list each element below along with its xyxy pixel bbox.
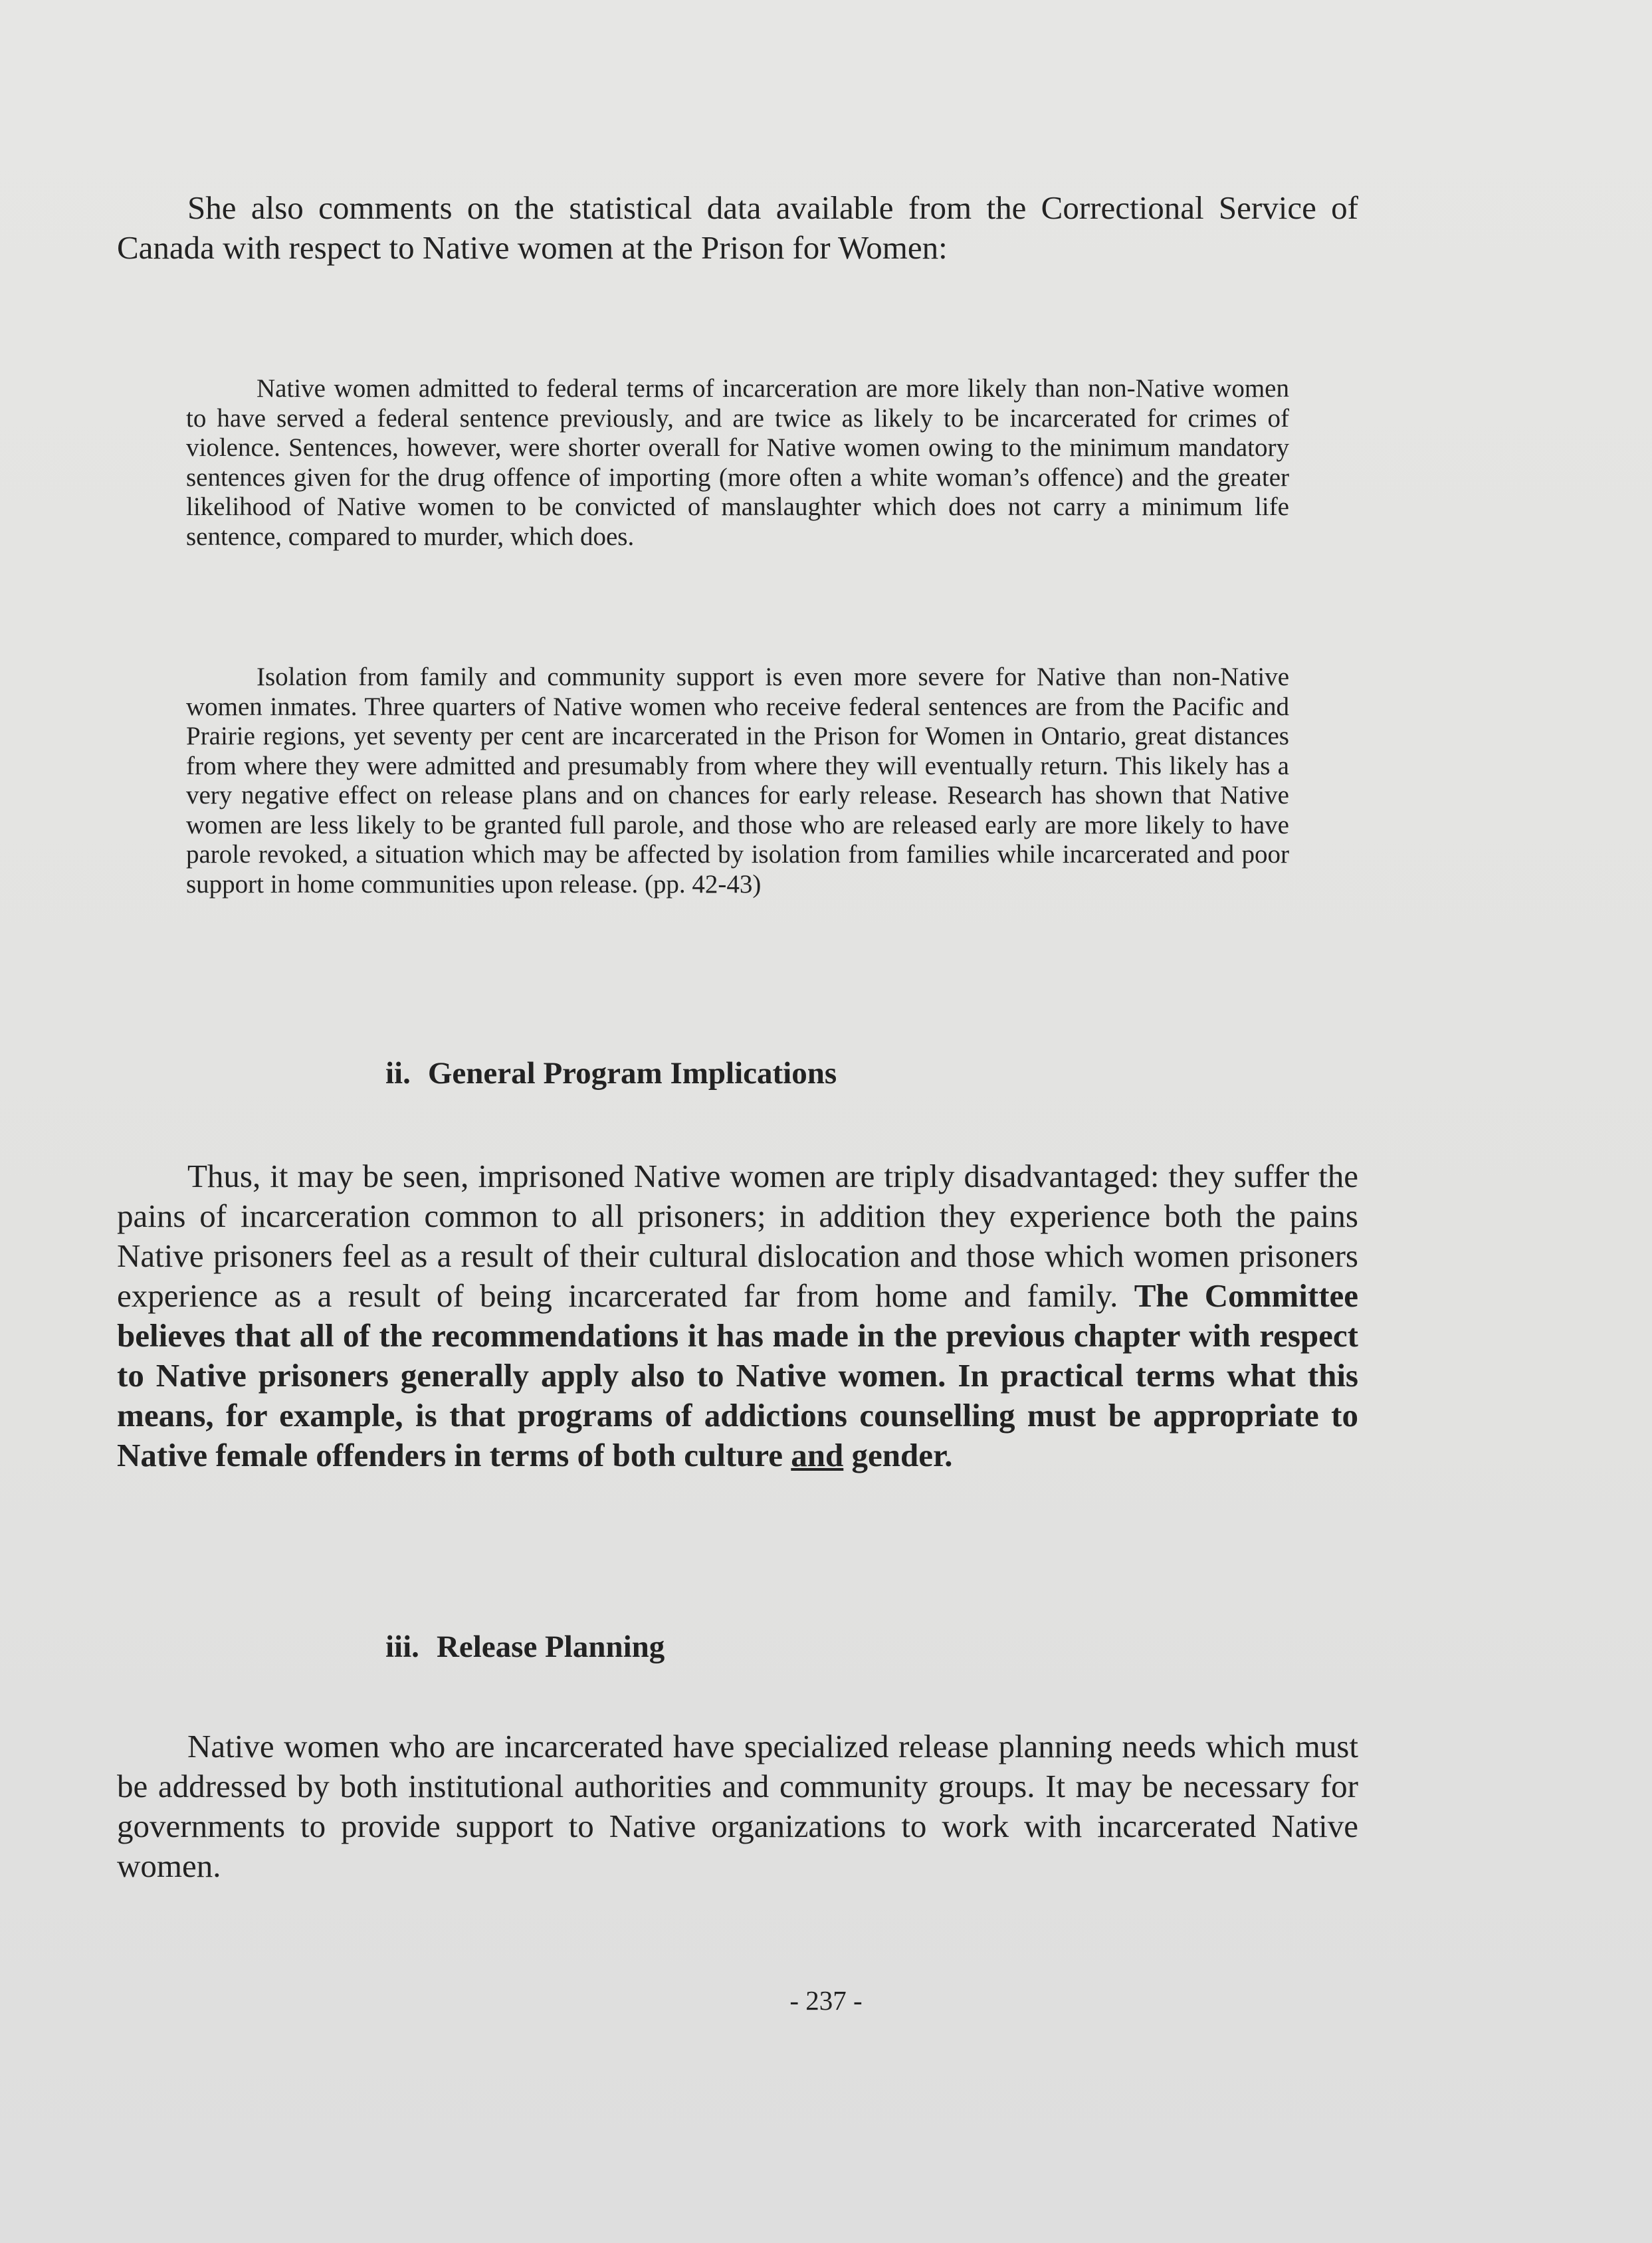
general-program-implications-paragraph [117, 1156, 1358, 1475]
page-number: - 237 - [789, 1985, 863, 2016]
section-heading-release-planning [385, 1627, 665, 1667]
section-heading-general-program-implications [385, 1053, 837, 1093]
block-quote-paragraph-1: Native women admitted to federal terms of incarceration are more likely than non-Native women to have served a federal sentence previously, and are twice as likely to be incarcerated for crimes of violence. Sentences, however, were shorter overall for Native women owing to the minimum mandatory sentences given for the drug offence of importing (more often a white woman’s offence) and the greater likelihood of Native women to be convicted of manslaughter which does not carry a minimum life sentence, compared to murder, which does. [186, 374, 1289, 551]
section-number: ii. [385, 1056, 411, 1091]
block-quote-paragraph-2: Isolation from family and community support is even more severe for Native than non-Native women inmates. Three quarters of Native women who receive federal sentences are from the Pacific and Prairie regions, yet seventy per cent are incarcerated in the Prison for Women in Ontario, great distances from where they were admitted and presumably from where they will eventually return. This likely has a very negative effect on release plans and on chances for early release. Research has shown that Native women are less likely to be granted full parole, and those who are released early are more likely to have parole revoked, a situation which may be affected by isolation from families while incarcerated and poor support in home communities upon release. (pp. 42-43) [186, 663, 1289, 899]
paragraph-plain-text: Thus, it may be seen, imprisoned Native women are triply disadvantaged: they suffer the pains of incarceration common to all prisoners; in addition they experience both the pains Native prisoners feel as a result of their cultural dislocation and those which women prisoners experience as a result of being incarcerated far from home and family. [117, 1158, 1358, 1314]
release-planning-paragraph: Native women who are incarcerated have specialized release planning needs which must be addressed by both institutional authorities and community groups. It may be necessary for governments to provide support to Native organizations to work with incarcerated Native women. [117, 1728, 1358, 1884]
section-number: iii. [385, 1630, 419, 1664]
committee-recommendation-text: The Committee believes that all of the recommendations it has made in the previous chapter with respect to Native prisoners generally apply also to Native women. In practical terms what this means, for example, is that programs of addictions counselling must be appropriate to Native female offenders in terms of both culture [117, 1277, 1359, 1473]
section-title: General Program Implications [427, 1056, 837, 1091]
section-title: Release Planning [436, 1630, 665, 1664]
underlined-emphasis: and [791, 1437, 844, 1473]
intro-paragraph: She also comments on the statistical data available from the Correctional Service of Canada with respect to Native women at the Prison for Women: [117, 189, 1358, 266]
committee-recommendation-end: gender. [851, 1437, 953, 1473]
